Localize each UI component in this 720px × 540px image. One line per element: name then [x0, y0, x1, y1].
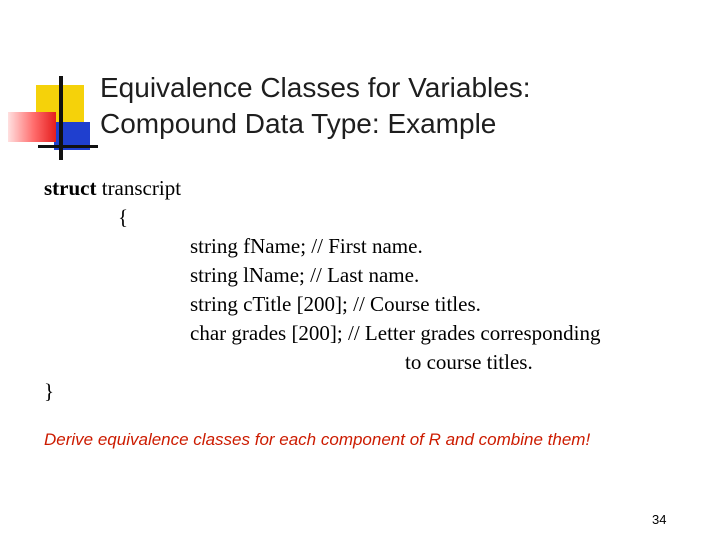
- code-field-lname: string lName; // Last name.: [190, 263, 420, 287]
- code-field-grades-continued: to course titles.: [405, 350, 533, 374]
- code-field-grades: char grades [200]; // Letter grades corresponding: [190, 321, 601, 345]
- code-field-fname: string fName; // First name.: [190, 234, 423, 258]
- code-close-brace: }: [44, 379, 55, 403]
- instruction-note: Derive equivalence classes for each component of R and combine them!: [44, 430, 591, 449]
- logo-horizontal-line: [38, 145, 98, 148]
- page-number: 34: [652, 512, 667, 527]
- code-field-ctitle: string cTitle [200]; // Course titles.: [190, 292, 481, 316]
- title-logo-graphic: [0, 0, 100, 170]
- slide-title: [100, 70, 700, 142]
- code-open-brace: {: [118, 205, 129, 229]
- logo-red-bar: [8, 112, 56, 142]
- code-keyword: struct: [44, 176, 97, 200]
- code-line-struct: [44, 174, 181, 203]
- title-line-2: Compound Data Type: Example: [100, 108, 497, 139]
- code-struct-name: transcript: [96, 176, 182, 200]
- title-line-1: Equivalence Classes for Variables:: [100, 72, 531, 103]
